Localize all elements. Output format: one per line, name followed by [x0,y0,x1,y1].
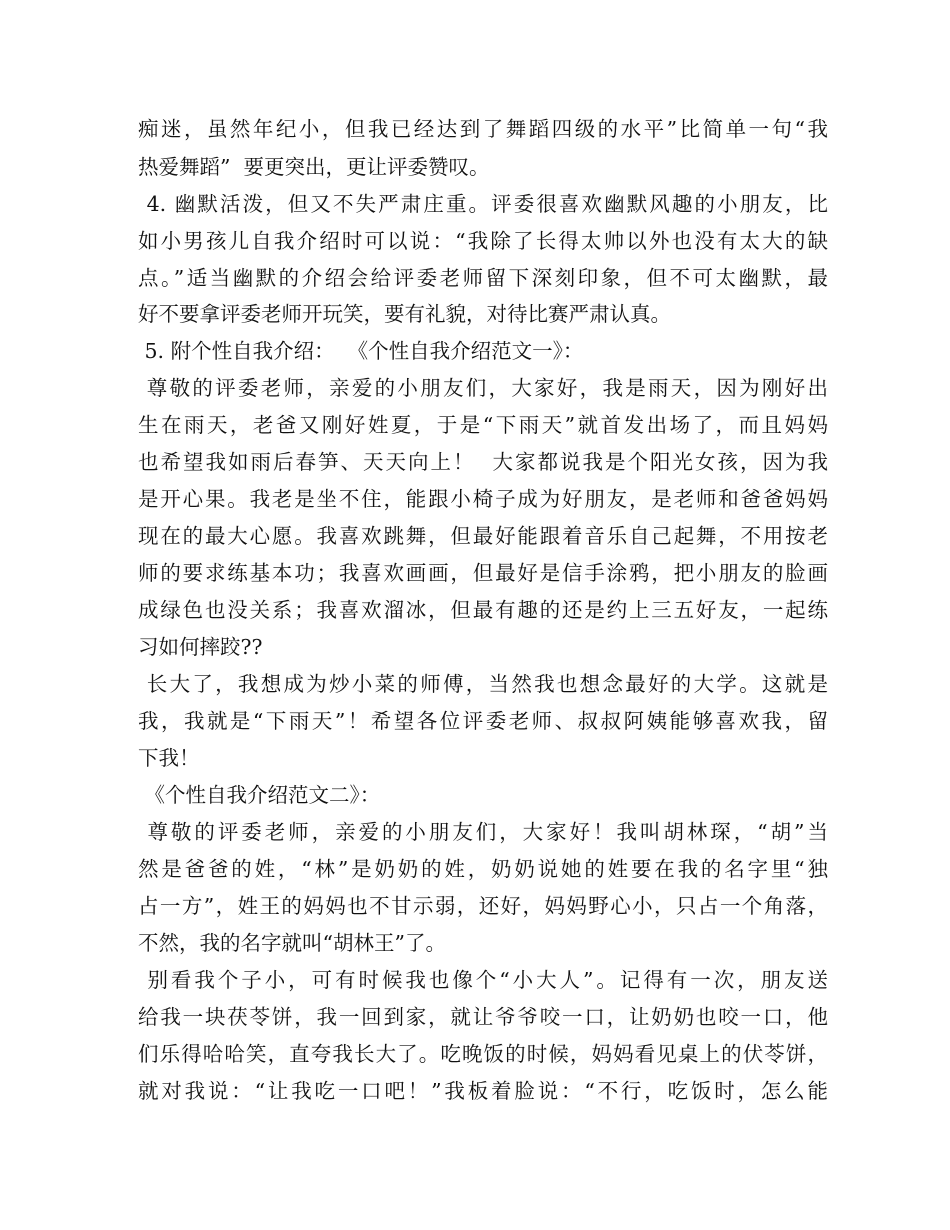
text-line: 成绿色也没关系；我喜欢溜冰，但最有趣的还是约上三五好友，一起练 [138,598,828,622]
text-line: 长大了，我想成为炒小菜的师傅，当然我也想念最好的大学。这就是 [138,672,828,696]
text-line: 热爱舞蹈” 要更突出，更让评委赞叹。 [138,155,490,179]
text-line: 占一方”，姓王的妈妈也不甘示弱，还好，妈妈野心小，只占一个角落， [138,894,828,918]
text-line: 然是爸爸的姓，“林”是奶奶的姓，奶奶说她的姓要在我的名字里“独 [138,857,828,881]
text-line: 习如何摔跤?? [138,635,263,659]
text-line: 生在雨天，老爸又刚好姓夏，于是“下雨天”就首发出场了，而且妈妈 [138,413,828,437]
text-line: 5. 附个性自我介绍： 《个性自我介绍范文一》： [138,339,584,363]
text-line: 好不要拿评委老师开玩笑，要有礼貌，对待比赛严肃认真。 [138,302,671,326]
text-line: 《个性自我介绍范文二》： [138,783,381,807]
text-line: 给我一块茯苓饼，我一回到家，就让爷爷咬一口，让奶奶也咬一口，他 [138,1005,828,1029]
text-line: 们乐得哈哈笑，直夸我长大了。吃晚饭的时候，妈妈看见桌上的伏苓饼， [138,1042,828,1066]
text-line: 4. 幽默活泼，但又不失严肃庄重。评委很喜欢幽默风趣的小朋友，比 [138,192,828,216]
text-line: 如小男孩儿自我介绍时可以说：“我除了长得太帅以外也没有太大的缺 [138,229,828,253]
text-line: 现在的最大心愿。我喜欢跳舞，但最好能跟着音乐自己起舞，不用按老 [138,524,828,548]
text-line: 也希望我如雨后春笋、天天向上！ 大家都说我是个阳光女孩，因为我 [138,450,828,474]
text-line: 我，我就是“下雨天”！希望各位评委老师、叔叔阿姨能够喜欢我，留 [138,709,828,733]
text-line: 别看我个子小，可有时候我也像个“小大人”。记得有一次，朋友送 [138,968,828,992]
text-line: 就对我说：“让我吃一口吧！”我板着脸说：“不行，吃饭时，怎么能 [138,1079,828,1103]
text-line: 是开心果。我老是坐不住，能跟小椅子成为好朋友，是老师和爸爸妈妈 [138,487,828,511]
text-line: 尊敬的评委老师，亲爱的小朋友们，大家好！我叫胡林琛，“胡”当 [138,820,828,844]
text-line: 下我！ [138,746,200,770]
text-line: 点。”适当幽默的介绍会给评委老师留下深刻印象，但不可太幽默，最 [138,266,828,290]
text-line: 尊敬的评委老师，亲爱的小朋友们，大家好，我是雨天，因为刚好出 [138,376,828,400]
text-line: 痴迷，虽然年纪小，但我已经达到了舞蹈四级的水平”比简单一句“我 [138,117,828,141]
text-line: 不然，我的名字就叫“胡林王”了。 [138,931,446,955]
text-line: 师的要求练基本功；我喜欢画画，但最好是信手涂鸦，把小朋友的脸画 [138,561,828,585]
